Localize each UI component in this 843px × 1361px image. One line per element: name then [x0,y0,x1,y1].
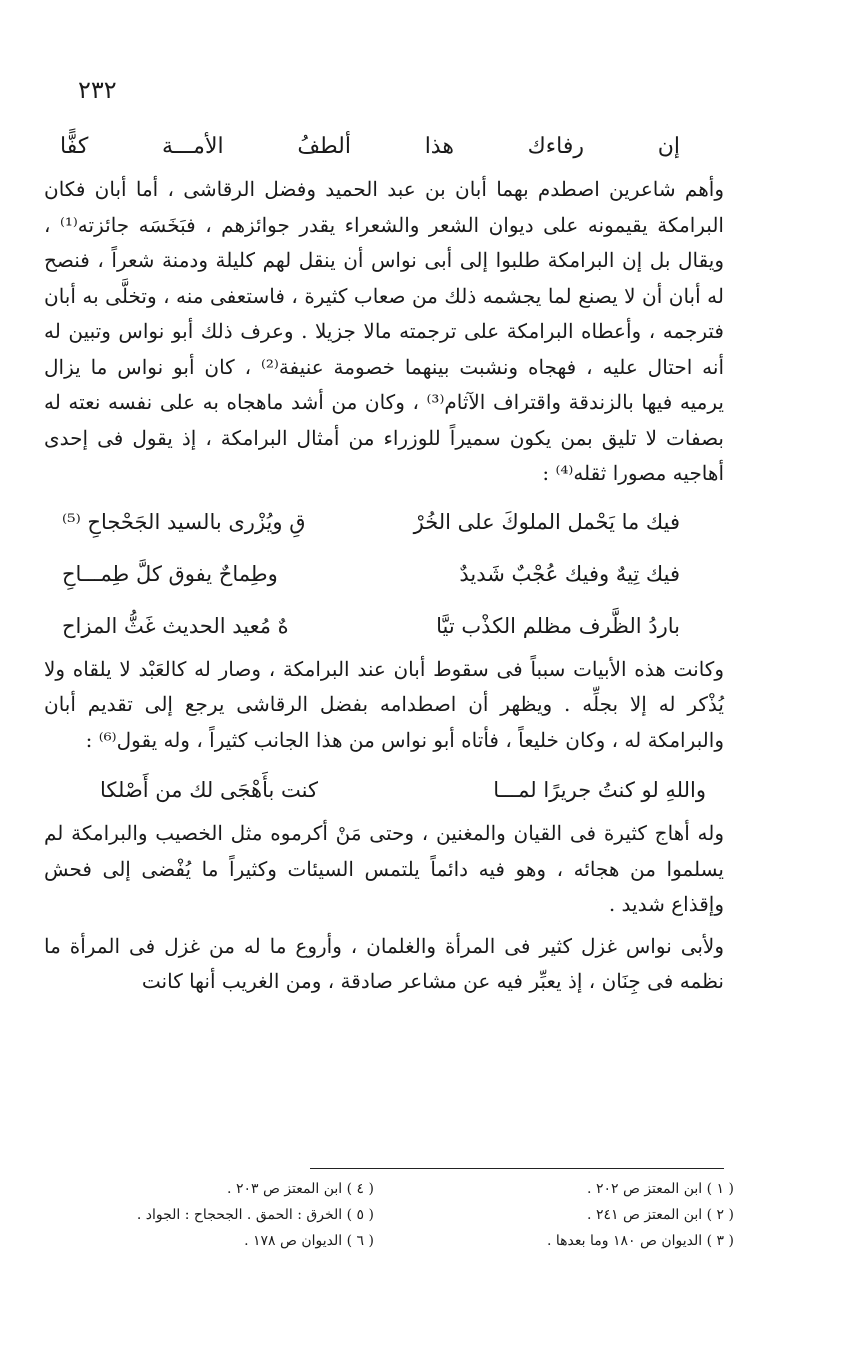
verse-line [62,600,680,652]
verse-word: هذا [424,134,454,159]
footnotes-right-column [404,1176,734,1254]
footnote: ( ٦ ) الديوان ص ١٧٨ . [244,1233,374,1249]
footnotes [44,1176,734,1254]
verse-word: رفاءك [527,134,584,159]
page-number: ٢٣٢ [78,76,117,104]
verse-hemistich-right: واللهِ لو كنتُ جريرًا لمـــا [493,778,706,802]
footnotes-left-column [44,1176,374,1254]
paragraph-1: وأهم شاعرين اصطدم بهما أبان بن عبد الحميد وفضل الرقاشى ، أما أبان فكان البرامكة يقيمونه على ديوان الشعر والشعراء يقدر جوائزهم ، فبَخَسَه جائزته⁽¹⁾ ، ويقال بل إن البرامكة طلبوا إلى أبى نواس أن ينقل لهم كليلة ودمنة شعراً ، فنصح له أبان أن لا يصنع لما يجشمه ذلك من صعاب كثيرة ، فاستعفى منه ، وتخلَّى به أبان فترجمه ، وأعطاه البرامكة على ترجمته مالا جزيلا . وعرف ذلك أبو نواس وتبين له أنه احتال عليه ، فهجاه ونشبت بينهما خصومة عنيفة⁽²⁾ ، كان أبو نواس ما يزال يرميه فيها بالزندقة واقتراف الآثام⁽³⁾ ، وكان من أشد ماهجاه به على نفسه نعته له بصفات لا تليق بمن يكون سميراً للوزراء من أمثال البرامكة ، إذ يقول فى إحدى أهاجيه مصورا ثقله⁽⁴⁾ : [44,177,725,485]
verse-hemistich-left: وطِماحٌ يفوق كلَّ طِمـــاحِ [62,561,278,586]
footnote: ( ٣ ) الديوان ص ١٨٠ وما بعدها . [547,1233,734,1249]
paragraph-4: ولأبى نواس غزل كثير فى المرأة والغلمان ، وأروع ما له من غزل فى المرأة ما نظمه فى جِنَان ، إذ يعبِّر فيه عن مشاعر صادقة ، ومن الغريب أنها كانت [44,933,724,993]
verse-hemistich-left: كنت بأَهْجَى لك من أَصْلكا [100,778,318,802]
page-body [44,122,724,1000]
verse-word: إن [657,134,680,159]
paragraph-3: وله أهاج كثيرة فى القيان والمغنين ، وحتى مَنْ أكرموه مثل الخصيب والبرامكة لم يسلموا من هجائه ، وهو فيه دائماً يلتمس السيئات وكثيراً ما يُفْضى إلى فحش وإقذاع شديد . [44,821,724,916]
verse-hemistich-right: فيك ما يَحْمل الملوكَ على الخُرْ [413,509,680,534]
footnote-divider [310,1168,724,1169]
single-verse [100,764,706,816]
opening-verse [60,122,680,172]
footnote: ( ١ ) ابن المعتز ص ٢٠٢ . [587,1181,734,1197]
verse-hemistich-left: قِ ويُزْرى بالسيد الجَحْجاحِ ⁽⁵⁾ [62,509,306,534]
paragraph-2: وكانت هذه الأبيات سبباً فى سقوط أبان عند البرامكة ، وصار له كالعَبْد لا يلقاه ولا يُذْكر له إلا بجلِّه . ويظهر أن اصطدامه بفضل الرقاشى يرجع إلى تقديم أبان والبرامكة له ، وكان خليعاً ، فأتاه أبو نواس من هذا الجانب كثيراً ، وله يقول⁽⁶⁾ : [44,656,724,752]
verse-word: ألطفُ [297,134,351,159]
footnote: ( ٥ ) الخرق : الحمق . الجحجاح : الجواد . [136,1207,374,1223]
verse-word: الأمـــة [162,134,224,159]
verse-hemistich-right: باردُ الظَّرف مظلم الكذْب تيَّا [436,613,680,638]
footnote: ( ٢ ) ابن المعتز ص ٢٤١ . [587,1207,734,1223]
verse-line [62,496,680,548]
verse-word: كفًّا [60,134,89,159]
verse-line [62,548,680,600]
verse-hemistich-right: فيك تِيهٌ وفيك عُجْبٌ شَديدٌ [459,561,680,586]
verses-block [44,496,724,652]
footnote: ( ٤ ) ابن المعتز ص ٢٠٣ . [227,1181,374,1197]
verse-hemistich-left: هٌ مُعيد الحديث غَثُّ المزاح [62,613,289,638]
